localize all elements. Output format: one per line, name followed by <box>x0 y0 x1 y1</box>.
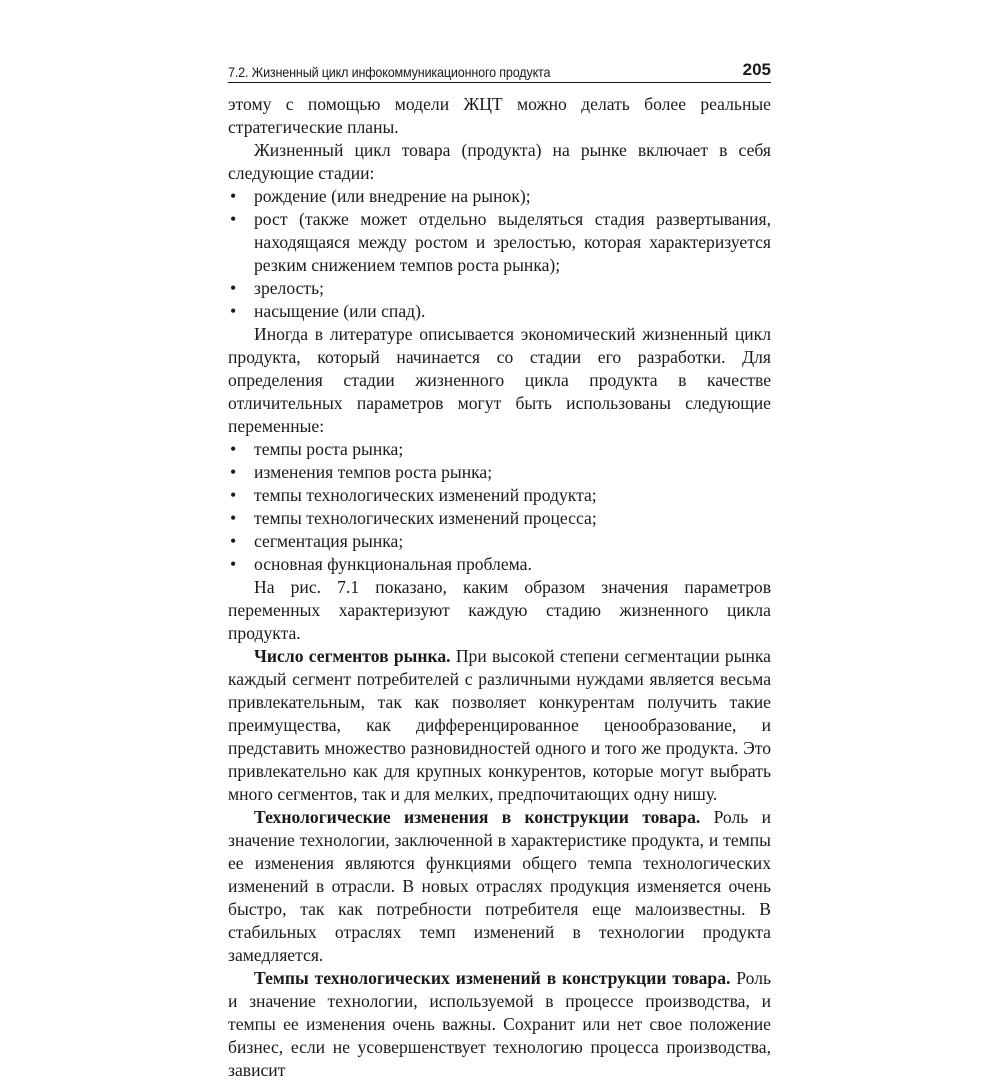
paragraph-process-tech-changes <box>228 967 771 1082</box>
list-item: • изменения темпов роста рынка; <box>228 461 771 484</box>
list-item: • зрелость; <box>228 277 771 300</box>
list-item: • рождение (или внедрение на рынок); <box>228 185 771 208</box>
running-head <box>228 56 771 83</box>
paragraph-text: Роль и значение технологии, используемой в процессе производства, и темпы ее изменения очень важны. Сохранит или нет свое положение бизнес, если не усовершенствует технологию процесса производства, зависит <box>228 968 771 1080</box>
list-item: • насыщение (или спад). <box>228 300 771 323</box>
term-heading: Технологические изменения в конструкции товара. <box>254 807 701 827</box>
list-item: • рост (также может отдельно выделяться стадия развертывания, находящаяся между ростом и зрелостью, которая характеризуется резким снижением темпов роста рынка); <box>228 208 771 277</box>
list-item: • основная функциональная проблема. <box>228 553 771 576</box>
paragraph-figure-reference: На рис. 7.1 показано, каким образом значения параметров переменных характеризуют каждую стадию жизненного цикла продукта. <box>228 577 771 643</box>
list-item: • темпы технологических изменений процесса; <box>228 507 771 530</box>
running-title: 7.2. Жизненный цикл инфокоммуникационного продукта <box>228 64 551 80</box>
term-heading: Число сегментов рынка. <box>254 646 451 666</box>
parameters-list <box>228 438 771 576</box>
paragraph-economic-lifecycle: Иногда в литературе описывается экономический жизненный цикл продукта, который начинается со стадии его разработки. Для определения стадии жизненного цикла продукта в качестве отличительных параметров могут быть использованы следующие переменные: <box>228 324 771 436</box>
term-heading: Темпы технологических изменений в конструкции товара. <box>254 968 731 988</box>
lifecycle-stages-list <box>228 185 771 323</box>
paragraph-text: При высокой степени сегментации рынка каждый сегмент потребителей с различными нуждами является весьма привлекательным, так как позволяет конкурентам получить такие преимущества, как дифференцированное ценообразование, и представить множество разновидностей одного и того же продукта. Это привлекательно как для крупных конкурентов, которые могут выбрать много сегментов, так и для мелких, предпочитающих одну нишу. <box>228 646 771 804</box>
page-number: 205 <box>742 60 771 79</box>
paragraph-market-segments <box>228 645 771 806</box>
paragraph-text: Роль и значение технологии, заключенной в характеристике продукта, и темпы ее изменения являются функциями общего темпа технологических изменений в отрасли. В новых отраслях продукция изменяется очень быстро, так как потребности потребителя еще малоизвестны. В стабильных отраслях темп изменений в технологии продукта замедляется. <box>228 807 771 965</box>
book-page <box>228 56 771 1082</box>
body-text <box>228 93 771 1082</box>
paragraph-lifecycle-stages-intro: Жизненный цикл товара (продукта) на рынке включает в себя следующие стадии: <box>228 140 771 183</box>
list-item: • сегментация рынка; <box>228 530 771 553</box>
paragraph-continuation: этому с помощью модели ЖЦТ можно делать более реальные стратегические планы. <box>228 94 771 137</box>
paragraph-product-tech-changes <box>228 806 771 967</box>
list-item: • темпы технологических изменений продукта; <box>228 484 771 507</box>
list-item: • темпы роста рынка; <box>228 438 771 461</box>
